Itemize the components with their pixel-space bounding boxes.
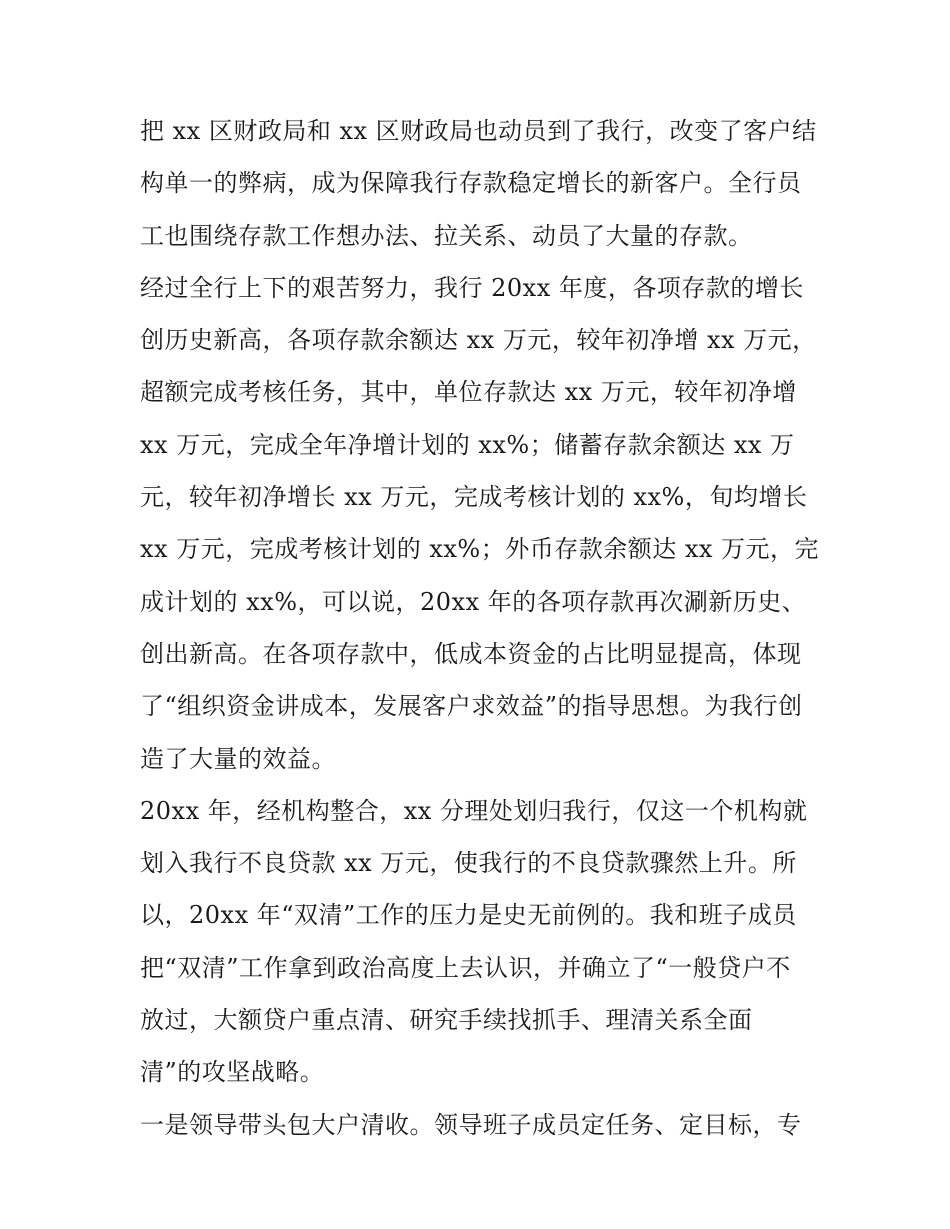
text-line: 以，20xx 年“双清”工作的压力是史无前例的。我和班子成员 bbox=[140, 901, 797, 930]
text-line: 工也围绕存款工作想办法、拉关系、动员了大量的存款。 bbox=[140, 221, 753, 250]
text-line: 把 xx 区财政局和 xx 区财政局也动员到了我行，改变了客户结 bbox=[140, 117, 817, 145]
text-line: 造了大量的效益。 bbox=[140, 744, 336, 773]
text-line: 一是领导带头包大户清收。领导班子成员定任务、定目标，专 bbox=[140, 1110, 802, 1139]
text-line: xx 万元，完成全年净增计划的 xx%；储蓄存款余额达 xx 万 bbox=[140, 430, 795, 459]
text-line: 构单一的弊病，成为保障我行存款稳定增长的新客户。全行员 bbox=[140, 169, 802, 198]
text-line: 成计划的 xx%，可以说，20xx 年的各项存款再次涮新历史、 bbox=[140, 587, 807, 616]
text-line: 清”的攻坚战略。 bbox=[140, 1058, 325, 1087]
text-line: 元，较年初净增长 xx 万元，完成考核计划的 xx%，旬均增长 bbox=[140, 483, 808, 512]
text-line: 划入我行不良贷款 xx 万元，使我行的不良贷款骤然上升。所 bbox=[140, 849, 797, 878]
text-line: 放过，大额贷户重点清、研究手续找抓手、理清关系全面 bbox=[140, 1006, 753, 1035]
text-line: 经过全行上下的艰苦努力，我行 20xx 年度，各项存款的增长 bbox=[140, 273, 804, 302]
text-line: 了“组织资金讲成本，发展客户求效益”的指导思想。为我行创 bbox=[140, 692, 803, 721]
text-line: 把“双清”工作拿到政治高度上去认识，并确立了“一般贷户不 bbox=[140, 953, 791, 982]
document-body bbox=[140, 105, 820, 1151]
text-line: 超额完成考核任务，其中，单位存款达 xx 万元，较年初净增 bbox=[140, 378, 797, 407]
text-line: 20xx 年，经机构整合，xx 分理处划归我行，仅这一个机构就 bbox=[140, 796, 808, 825]
text-line: 创历史新高，各项存款余额达 xx 万元，较年初净增 xx 万元， bbox=[140, 326, 817, 355]
text-line: xx 万元，完成考核计划的 xx%；外币存款余额达 xx 万元，完 bbox=[140, 535, 820, 564]
text-line: 创出新高。在各项存款中，低成本资金的占比明显提高，体现 bbox=[140, 639, 802, 668]
